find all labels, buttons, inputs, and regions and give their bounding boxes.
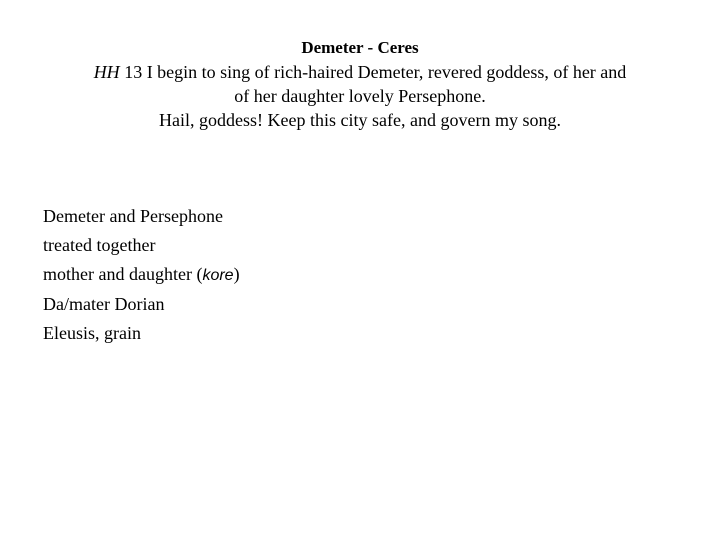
note-line-3-suffix: ) bbox=[233, 264, 240, 284]
hymn-line-3: Hail, goddess! Keep this city safe, and govern my song. bbox=[159, 110, 561, 130]
header-block bbox=[0, 36, 720, 132]
kore-term: kore bbox=[202, 267, 234, 284]
note-line-2: treated together bbox=[43, 235, 156, 255]
slide-title: Demeter - Ceres bbox=[301, 38, 419, 57]
hymn-line-2: of her daughter lovely Persephone. bbox=[234, 86, 486, 106]
note-line-3 bbox=[43, 260, 240, 290]
note-line-3-prefix: mother and daughter ( bbox=[43, 264, 203, 284]
hymn-text-1: 13 I begin to sing of rich-haired Demeter, revered goddess, of her and bbox=[119, 62, 627, 82]
hymn-reference: HH bbox=[93, 62, 120, 82]
note-line-1: Demeter and Persephone bbox=[43, 206, 223, 226]
note-line-5: Eleusis, grain bbox=[43, 323, 141, 343]
note-line-4: Da/mater Dorian bbox=[43, 294, 165, 314]
notes-list bbox=[43, 202, 240, 348]
hymn-line-1 bbox=[0, 60, 720, 84]
